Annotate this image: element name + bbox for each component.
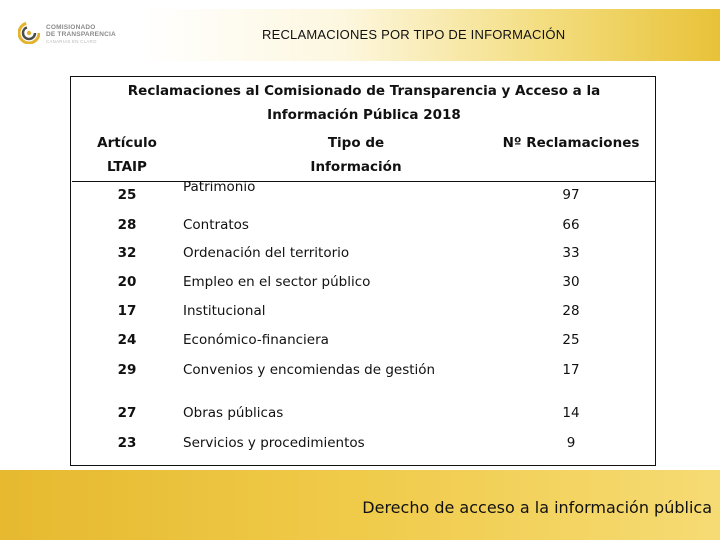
logo-text — [46, 24, 116, 45]
header-divider — [72, 181, 656, 182]
table-cell-tipo: Convenios y encomiendas de gestión — [183, 362, 436, 378]
logo-emblem-icon — [18, 22, 40, 44]
table-cell-num: 30 — [562, 274, 580, 290]
table-cell-tipo: Contratos — [183, 217, 249, 233]
table-caption-line-1: Reclamaciones al Comisionado de Transparencia y Acceso a la — [127, 83, 601, 99]
table-cell-tipo: Patrimonio — [183, 179, 256, 195]
column-header-articulo-line-1: Artículo — [97, 135, 157, 151]
table-cell-tipo: Empleo en el sector público — [183, 274, 371, 290]
logo-line-3: CANARIAS EN CLARO — [46, 39, 97, 44]
table-cell-articulo: 20 — [117, 274, 137, 290]
table-cell-num: 9 — [566, 435, 576, 451]
table-cell-articulo: 17 — [117, 303, 137, 319]
footer — [0, 470, 720, 540]
table-caption-line-2: Información Pública 2018 — [267, 107, 461, 123]
column-header-tipo-line-2: Información — [310, 159, 402, 175]
column-header-num: Nº Reclamaciones — [502, 135, 640, 151]
table-cell-articulo: 24 — [117, 332, 137, 348]
table-cell-articulo: 25 — [117, 187, 137, 203]
logo-line-2: DE TRANSPARENCIA — [46, 31, 116, 38]
table-cell-num: 25 — [562, 332, 580, 348]
logo-line-1: COMISIONADO — [46, 24, 96, 31]
table-cell-num: 14 — [562, 405, 580, 421]
column-header-articulo-line-2: LTAIP — [107, 159, 147, 175]
table-cell-tipo: Servicios y procedimientos — [183, 435, 365, 451]
table-cell-articulo: 23 — [117, 435, 137, 451]
header — [0, 0, 720, 70]
table-cell-num: 17 — [562, 362, 580, 378]
table-cell-num: 28 — [562, 303, 580, 319]
table-cell-num: 97 — [562, 187, 580, 203]
reclamaciones-table — [70, 76, 656, 466]
footer-text: Derecho de acceso a la información pública — [362, 498, 712, 517]
table-cell-articulo: 28 — [117, 217, 137, 233]
table-cell-tipo: Obras públicas — [183, 405, 284, 421]
table-cell-num: 33 — [562, 245, 580, 261]
table-cell-tipo: Institucional — [183, 303, 266, 319]
page-title: RECLAMACIONES POR TIPO DE INFORMACIÓN — [262, 27, 566, 42]
table-cell-tipo: Económico-financiera — [183, 332, 329, 348]
table-cell-articulo: 32 — [117, 245, 137, 261]
column-header-tipo-line-1: Tipo de — [327, 135, 385, 151]
table-cell-tipo: Ordenación del territorio — [183, 245, 350, 261]
table-cell-num: 66 — [562, 217, 580, 233]
table-cell-articulo: 29 — [117, 362, 137, 378]
logo — [10, 12, 135, 52]
table-cell-articulo: 27 — [117, 405, 137, 421]
